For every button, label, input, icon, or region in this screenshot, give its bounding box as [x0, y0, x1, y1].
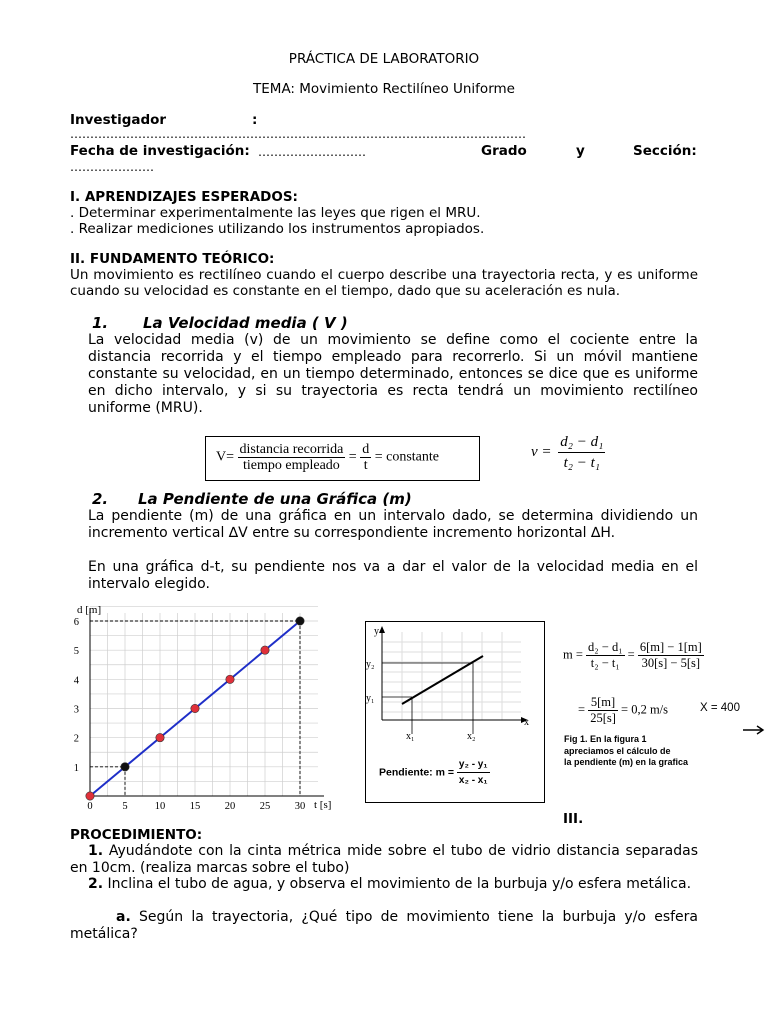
chart-y-label: d [m]	[77, 604, 102, 616]
subsection-2-title: La Pendiente de una Gráfica (m)	[138, 490, 412, 508]
data-point	[261, 646, 269, 654]
x-value-note: X = 400	[700, 702, 740, 714]
figure-caption	[564, 734, 688, 769]
x-tick-label: 25	[259, 801, 271, 812]
grado-label: Grado	[481, 143, 527, 159]
investigador-field[interactable]: ……………………………………………………………………………………………………	[70, 127, 526, 141]
formula-equals: =	[348, 449, 357, 465]
formula-t: t	[363, 458, 368, 473]
formula-numerator: distancia recorrida	[239, 442, 344, 457]
slope-formula-fraction	[457, 757, 490, 788]
procedure-step-1	[70, 843, 698, 877]
velocity-formula-box	[205, 436, 480, 481]
slope-y2-label: y₂	[366, 659, 375, 670]
step-number: 1.	[88, 843, 104, 859]
fecha-field[interactable]: ………………………	[258, 145, 366, 159]
seccion-label: Sección:	[633, 143, 697, 159]
subsection-1-text: La velocidad media (v) de un movimiento se define como el cociente entre la distancia recorrida y el tiempo empleado para recorrerlo. Si un móvil mantiene constante su velocidad, en un tiempo determinado, entonces se dice que es uniforme en dicho intervalo, y si su trayectoria es recta tendrá un movimiento rectilíneo uniforme (MRU).	[88, 332, 698, 416]
formula-d: d	[362, 442, 370, 457]
y-label: y	[576, 143, 585, 159]
section-2-title: II. FUNDAMENTO TEÓRICO:	[70, 251, 275, 267]
subsection-2-text-2: En una gráfica d-t, su pendiente nos va a dar el valor de la velocidad media en el intervalo elegido.	[88, 559, 698, 592]
y-tick-label: 6	[73, 617, 79, 628]
data-point	[226, 675, 234, 683]
fecha-label: Fecha de investigación:	[70, 143, 250, 159]
calc-den-3: 25[s]	[590, 711, 616, 725]
calc-num-3: 5[m]	[588, 695, 618, 711]
section-2-intro: Un movimiento es rectilíneo cuando el cuerpo describe una trayectoria recta, y es uniforme cuando su velocidad es constante en el tiempo, dado que su aceleración es nula.	[70, 267, 698, 299]
slope-formula-denominator: x₂ - x₁	[458, 775, 488, 786]
subsection-2-text: La pendiente (m) de una gráfica en un intervalo dado, se determina dividiendo un incremento vertical ∆V entre su correspondiente incremento horizontal ∆H.	[88, 508, 698, 541]
data-point	[86, 792, 94, 800]
step-number: a.	[116, 909, 131, 925]
vector-velocity-formula	[531, 432, 605, 473]
slope-y1-label: y₁	[366, 693, 375, 704]
data-point	[191, 704, 199, 712]
step-number: 2.	[88, 876, 104, 892]
caption-line: Fig 1. En la figura 1	[564, 734, 647, 744]
chart-x-label: t [s]	[314, 799, 332, 811]
topic-title: TEMA: Movimiento Rectilíneo Uniforme	[253, 81, 515, 97]
formula-fraction-dt	[360, 442, 371, 473]
data-point	[121, 763, 129, 771]
calc-result: = 0,2 m/s	[621, 702, 669, 717]
vector-formula-lhs: v =	[531, 443, 552, 460]
slope-x1-label: x₁	[406, 731, 415, 742]
seccion-field[interactable]: …………………	[70, 160, 154, 174]
subsection-1-title: La Velocidad media ( V )	[143, 314, 348, 332]
slope-formula	[379, 757, 490, 788]
calc-fraction-3	[588, 695, 618, 726]
formula-lhs: V=	[216, 449, 235, 465]
vector-formula-numerator: d₂ − d₁	[558, 432, 605, 453]
y-tick-label: 4	[73, 675, 79, 687]
investigador-label: Investigador	[70, 112, 167, 128]
calc-den-1: t₂ − t₁	[590, 656, 620, 670]
slope-x-axis-label: x	[524, 717, 529, 728]
calc-fraction-1	[586, 640, 625, 671]
caption-line: apreciamos el cálculo de	[564, 745, 671, 756]
investigador-colon: :	[252, 112, 258, 128]
step-text: Inclina el tubo de agua, y observa el movimiento de la burbuja y/o esfera metálica.	[107, 876, 692, 892]
slope-calculation-1	[563, 640, 704, 671]
section-3-numeral: III.	[563, 811, 584, 827]
calc-num-2: 6[m] − 1[m]	[639, 640, 702, 654]
x-tick-label: 20	[224, 801, 236, 812]
expected-learning-item: . Realizar mediciones utilizando los instrumentos apropiados.	[70, 221, 485, 237]
procedure-step-2	[70, 876, 698, 893]
section-3-title: PROCEDIMIENTO:	[70, 827, 203, 843]
formula-equals: =	[374, 449, 383, 465]
expected-learning-item: . Determinar experimentalmente las leyes que rigen el MRU.	[70, 205, 481, 221]
x-tick-label: 0	[87, 801, 93, 812]
caption-line: la pendiente (m) en la grafica	[564, 757, 689, 767]
calc-den-2: 30[s] − 5[s]	[641, 656, 701, 670]
formula-constant: constante	[386, 449, 439, 465]
formula-fraction	[238, 442, 346, 473]
slope-calculation-2	[578, 695, 668, 726]
calc-lhs: m =	[563, 647, 583, 662]
slope-y-axis-label: y	[374, 626, 379, 637]
page-title: PRÁCTICA DE LABORATORIO	[288, 51, 480, 67]
vector-formula-fraction	[558, 432, 605, 473]
y-tick-label: 2	[73, 733, 79, 745]
data-point	[296, 617, 304, 625]
y-tick-label: 3	[73, 704, 79, 716]
calc-num-1: d₂ − d₁	[588, 640, 623, 654]
vector-formula-denominator: t₂ − t₁	[563, 455, 600, 471]
slope-formula-numerator: y₂ - y₁	[457, 757, 490, 773]
distance-time-chart	[62, 600, 347, 820]
step-text: Ayudándote con la cinta métrica mide sobre el tubo de vidrio distancia separadas en 10cm. (realiza marcas sobre el tubo)	[70, 843, 698, 876]
procedure-step-a	[70, 909, 698, 943]
subsection-1-number: 1.	[92, 314, 109, 332]
slope-x2-label: x₂	[467, 731, 476, 742]
arrow-icon	[743, 724, 768, 736]
y-tick-label: 5	[73, 646, 79, 658]
slope-formula-label: Pendiente: m =	[379, 766, 454, 779]
x-tick-label: 30	[294, 801, 306, 812]
slope-diagram-frame	[365, 621, 545, 803]
x-tick-label: 10	[154, 801, 166, 812]
step-text: Según la trayectoria, ¿Qué tipo de movimiento tiene la burbuja y/o esfera metálica?	[70, 909, 698, 942]
formula-denominator: tiempo empleado	[243, 458, 340, 473]
calc-eq-2: =	[578, 702, 586, 717]
data-point	[156, 733, 164, 741]
calc-eq: =	[627, 647, 635, 662]
x-tick-label: 5	[122, 801, 128, 812]
calc-fraction-2	[638, 640, 704, 671]
x-tick-label: 15	[189, 801, 201, 812]
y-tick-label: 1	[73, 762, 79, 774]
subsection-2-number: 2.	[92, 490, 109, 508]
section-1-title: I. APRENDIZAJES ESPERADOS:	[70, 189, 298, 205]
